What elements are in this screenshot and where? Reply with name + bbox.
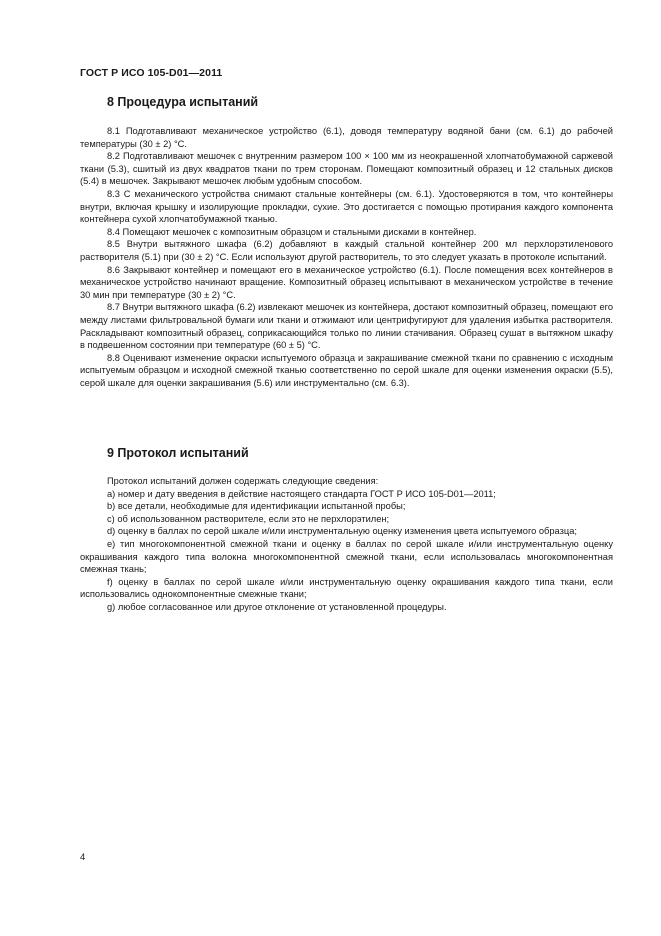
list-item-a: a) номер и дату введения в действие настоящего стандарта ГОСТ Р ИСО 105-D01—2011; bbox=[107, 488, 496, 499]
list-item-d: d) оценку в баллах по серой шкале и/или инструментальную оценку изменения цвета испытуемого образца; bbox=[107, 526, 577, 537]
section-9-body bbox=[80, 475, 613, 614]
list-item-f: f) оценку в баллах по серой шкале и/или инструментальную оценку окрашивания каждого типа ткани, если использовались однокомпонентные смежные ткани; bbox=[80, 576, 613, 600]
paragraph-8-3: 8.3 С механического устройства снимают стальные контейнеры (см. 6.1). Удостоверяются в том, что контейнеры внутри, включая крышку и изолирующие прокладки, сухие. Это достигается с помощью протирания каждого компонента контейнера сухой хлопчатобумажной тканью. bbox=[80, 188, 613, 225]
list-item-b: b) все детали, необходимые для идентификации испытанной пробы; bbox=[107, 501, 406, 512]
list-item-g: g) любое согласованное или другое отклонение от установленной процедуры. bbox=[107, 601, 447, 612]
section-9-title: 9 Протокол испытаний bbox=[107, 446, 249, 460]
page-number: 4 bbox=[80, 852, 86, 863]
paragraph-8-6: 8.6 Закрывают контейнер и помещают его в механическое устройство (6.1). После помещения всех контейнеров в механическое устройство начинают вращение. Композитный образец испытывают в механическом устройстве в течение 30 мин при температуре (30 ± 2) °С. bbox=[80, 264, 613, 300]
section-8-title: 8 Процедура испытаний bbox=[107, 95, 259, 109]
paragraph-8-4: 8.4 Помещают мешочек с композитным образцом и стальными дисками в контейнер. bbox=[107, 226, 477, 237]
paragraph-8-1: 8.1 Подготавливают механическое устройство (6.1), доводя температуру водяной бани (см. 6.1) до рабочей температуры (30 ± 2) °С. bbox=[80, 126, 613, 149]
paragraph-8-8: 8.8 Оценивают изменение окраски испытуемого образца и закрашивание смежной ткани по сравнению с исходным испытуемым образцом и исходной смежной тканью соответственно по серой шкале для оценки изменения окраски (5.5), серой шкале для оценки закрашивания (5.6) или инструментально (см. 6.3). bbox=[80, 352, 613, 388]
document-header: ГОСТ Р ИСО 105-D01—2011 bbox=[80, 67, 223, 79]
list-item-e: e) тип многокомпонентной смежной ткани и оценку в баллах по серой шкале и/или инструментальную оценку окрашивания каждого типа волокна многокомпонентной смежной ткани, если использовалась многокомпонентная смежная ткань; bbox=[80, 538, 613, 575]
paragraph-8-5: 8.5 Внутри вытяжного шкафа (6.2) добавляют в каждый стальной контейнер 200 мл перхлорэтиленового растворителя (5.1) при (30 ± 2) °С. Если используют другой растворитель, то это следует указать в протоколе испытаний. bbox=[80, 239, 613, 262]
section-8-body bbox=[80, 125, 613, 389]
paragraph-8-2: 8.2 Подготавливают мешочек с внутренним размером 100 × 100 мм из неокрашенной хлопчатобумажной саржевой ткани (5.3), сшитый из двух квадратов ткани по трем сторонам. Помещают композитный образец и 12 стальных дисков (5.4) в мешочек. Закрывают мешочек любым удобным способом. bbox=[80, 151, 613, 187]
list-item-c: c) об использованном растворителе, если это не перхлорэтилен; bbox=[107, 513, 390, 524]
paragraph-8-7: 8.7 Внутри вытяжного шкафа (6.2) извлекают мешочек из контейнера, достают композитный образец, помещают его между листами фильтровальной бумаги или ткани и отжимают или центрифугируют для удаления избытка растворителя. Раскладывают композитный образец, соприкасающийся только по линии стачивания. Образец сушат в вытяжном шкафу в подвешенном состоянии при температуре (60 ± 5) °С. bbox=[80, 302, 613, 351]
section-9-intro: Протокол испытаний должен содержать следующие сведения: bbox=[107, 476, 379, 486]
